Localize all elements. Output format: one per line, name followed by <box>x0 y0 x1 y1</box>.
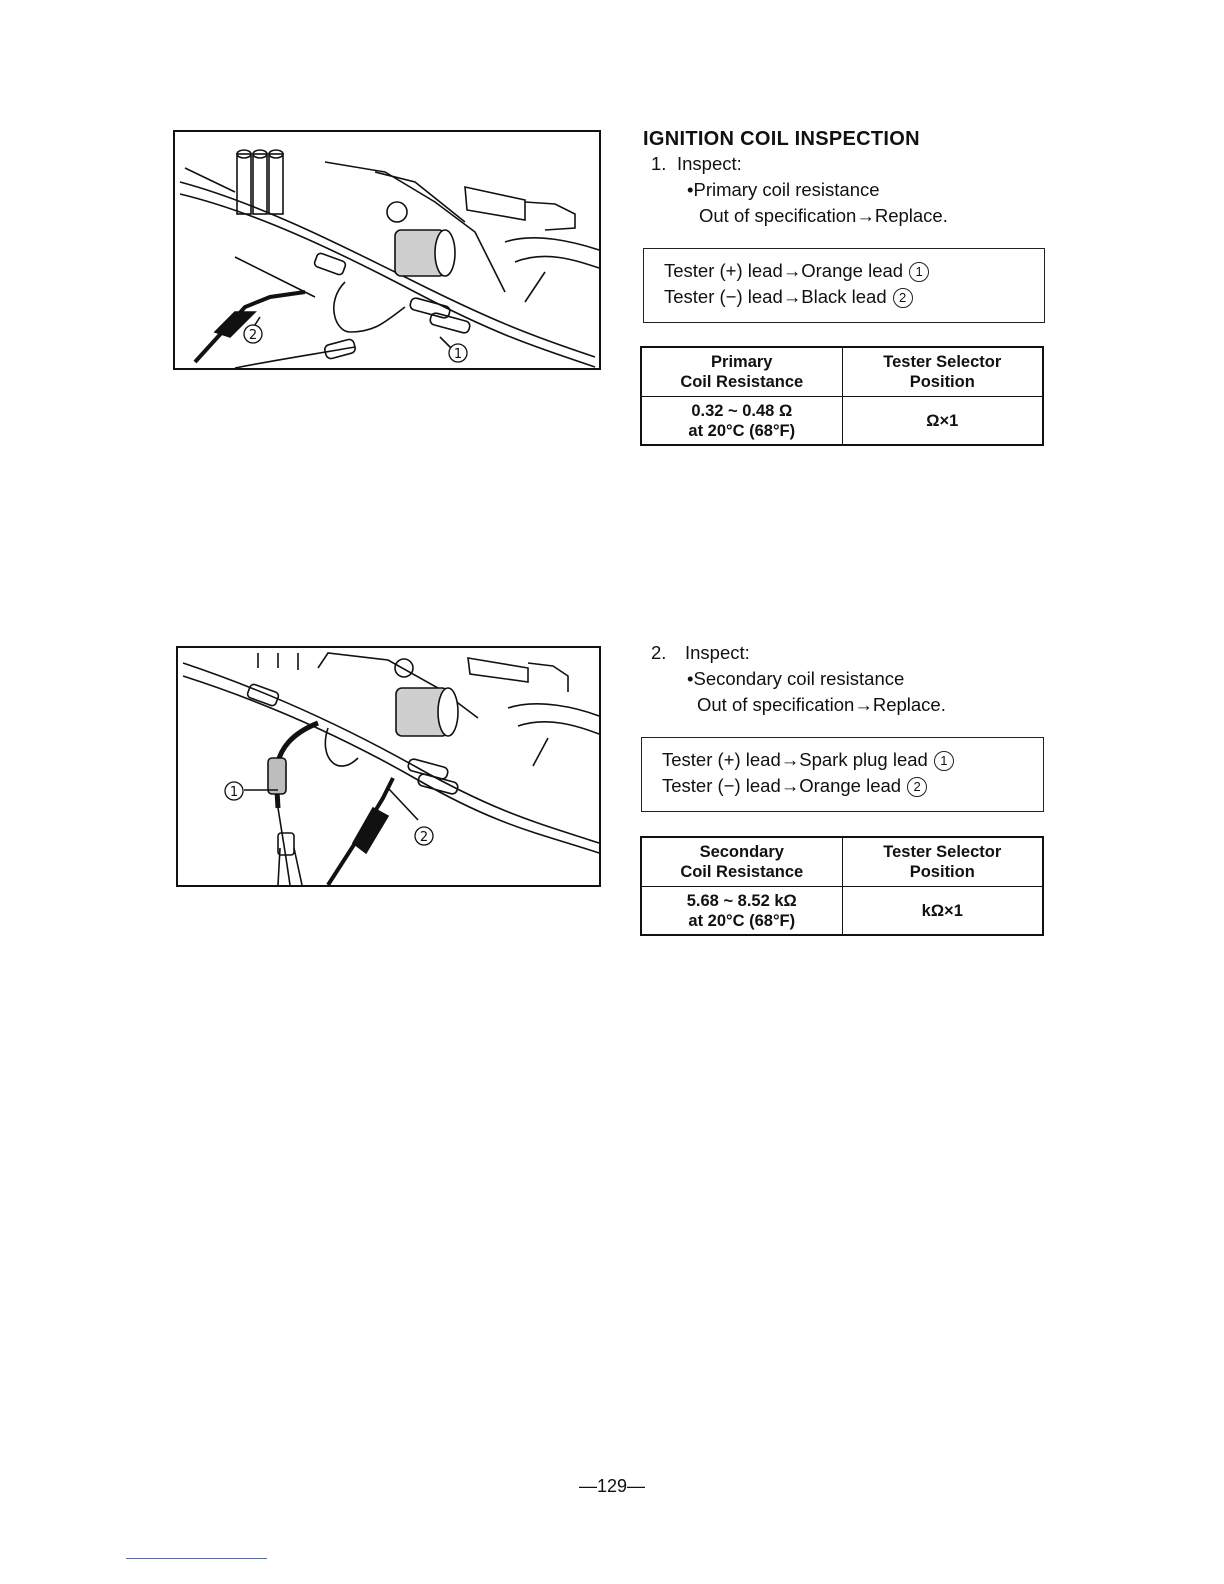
header-text: Position <box>909 863 975 881</box>
header-text: Position <box>909 373 975 391</box>
table-header-row <box>641 347 1043 397</box>
table-header-cell <box>641 347 842 397</box>
table-row <box>641 887 1043 936</box>
step1-tester-minus: Tester (−) lead→Black lead <box>664 286 887 307</box>
header-text: Tester Selector <box>883 843 1002 861</box>
table-header-cell <box>842 347 1043 397</box>
primary-spec-table <box>640 346 1044 446</box>
fig1-callout-2: 2 <box>248 328 258 343</box>
resistance-temperature: at 20°C (68°F) <box>688 421 796 440</box>
step2-number: 2. <box>651 642 667 663</box>
resistance-value-cell <box>641 397 842 446</box>
resistance-temperature: at 20°C (68°F) <box>688 911 796 930</box>
step2-tester-minus-line <box>662 773 1023 799</box>
page-number: —129— <box>578 1476 646 1496</box>
secondary-spec-table <box>640 836 1044 936</box>
section-title: IGNITION COIL INSPECTION <box>643 128 920 150</box>
step1-tester-plus-ref: 1 <box>909 262 929 282</box>
header-text: Secondary <box>699 843 784 861</box>
table-row <box>641 397 1043 446</box>
resistance-value-cell <box>641 887 842 936</box>
fig2-callout-1: 1 <box>229 785 239 800</box>
step1-note: Out of specification→Replace. <box>699 205 948 226</box>
secondary-coil-drawing <box>178 648 599 885</box>
header-text: Tester Selector <box>883 353 1002 371</box>
selector-value-cell: Ω×1 <box>842 397 1043 446</box>
step2-tester-plus: Tester (+) lead→Spark plug lead <box>662 749 928 770</box>
step2-tester-plus-line <box>662 747 1023 773</box>
fig1-callout-1: 1 <box>453 347 463 362</box>
fig2-callout-2: 2 <box>419 830 429 845</box>
step1-tester-plus: Tester (+) lead→Orange lead <box>664 260 904 281</box>
primary-coil-drawing <box>175 132 599 368</box>
step2-action: Inspect: <box>685 642 750 663</box>
table-header-row <box>641 837 1043 887</box>
resistance-range: 0.32 ~ 0.48 Ω <box>691 401 793 420</box>
step1-tester-minus-line <box>664 284 1024 310</box>
header-text: Primary <box>711 353 773 371</box>
header-text: Coil Resistance <box>680 863 804 881</box>
step2-note: Out of specification→Replace. <box>697 694 946 715</box>
step1-item: •Primary coil resistance <box>687 179 880 200</box>
primary-coil-illustration <box>173 130 601 370</box>
step1-line <box>651 151 742 177</box>
step1-tester-plus-line <box>664 258 1024 284</box>
header-text: Coil Resistance <box>680 373 804 391</box>
step1-number: 1. <box>651 153 667 174</box>
table-header-cell <box>641 837 842 887</box>
footer-divider <box>126 1558 267 1559</box>
resistance-range: 5.68 ~ 8.52 kΩ <box>686 891 797 910</box>
step2-item: •Secondary coil resistance <box>687 668 905 689</box>
selector-value-cell: kΩ×1 <box>842 887 1043 936</box>
step2-tester-plus-ref: 1 <box>934 751 954 771</box>
table-header-cell <box>842 837 1043 887</box>
step2-line <box>651 640 750 666</box>
step1-tester-minus-ref: 2 <box>893 288 913 308</box>
step2-tester-box <box>641 737 1044 812</box>
secondary-coil-illustration <box>176 646 601 887</box>
step1-action: Inspect: <box>677 153 742 174</box>
step2-tester-minus-ref: 2 <box>907 777 927 797</box>
step2-tester-minus: Tester (−) lead→Orange lead <box>662 775 902 796</box>
step1-tester-box <box>643 248 1045 323</box>
